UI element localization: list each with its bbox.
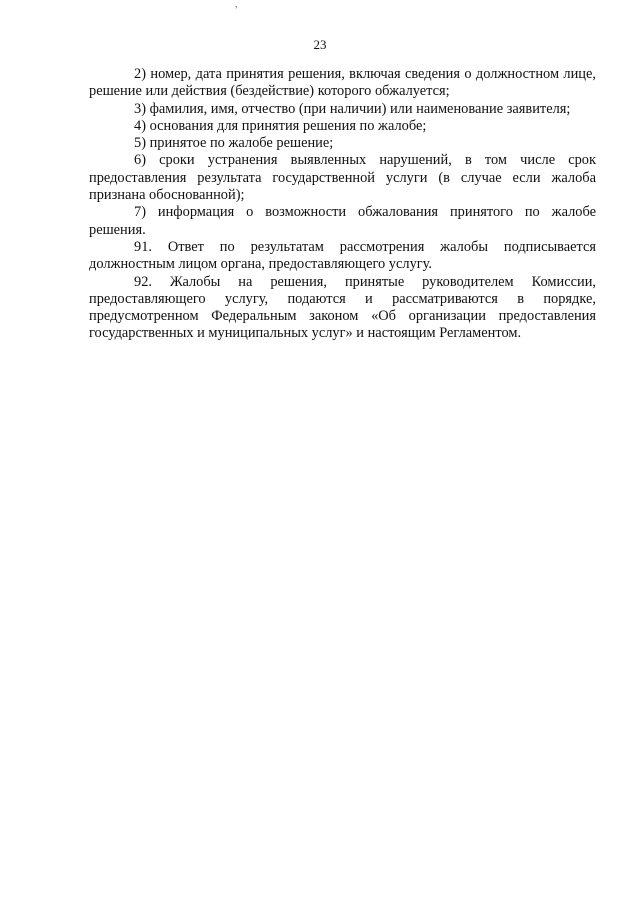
paragraph-item-3: 3) фамилия, имя, отчество (при наличии) или наименование заявителя;: [134, 100, 571, 117]
document-body: [89, 66, 596, 343]
paragraph-item-2: 2) номер, дата принятия решения, включая сведения о должностном лице, решение или действия (бездействие) которого обжалуется;: [89, 66, 596, 100]
paragraph-item-6: 6) сроки устранения выявленных нарушений, в том числе срок предоставления результата государственной услуги (в случае если жалоба признана обоснованной);: [89, 152, 596, 204]
paragraph-item-7: 7) информация о возможности обжалования принятого по жалобе решения.: [89, 204, 596, 238]
page-number: 23: [313, 37, 327, 52]
scan-mark: ,: [235, 0, 238, 10]
paragraph-92: 92. Жалобы на решения, принятые руководителем Комиссии, предоставляющего услугу, подаются и рассматриваются в порядке, предусмотренном Федеральным законом «Об организации предоставления государственных и муниципальных услуг» и настоящим Регламентом.: [89, 273, 596, 342]
paragraph-item-5: 5) принятое по жалобе решение;: [134, 135, 334, 152]
paragraph-91: 91. Ответ по результатам рассмотрения жалобы подписывается должностным лицом органа, предоставляющего услугу.: [89, 238, 596, 273]
paragraph-item-4: 4) основания для принятия решения по жалобе;: [134, 117, 427, 134]
